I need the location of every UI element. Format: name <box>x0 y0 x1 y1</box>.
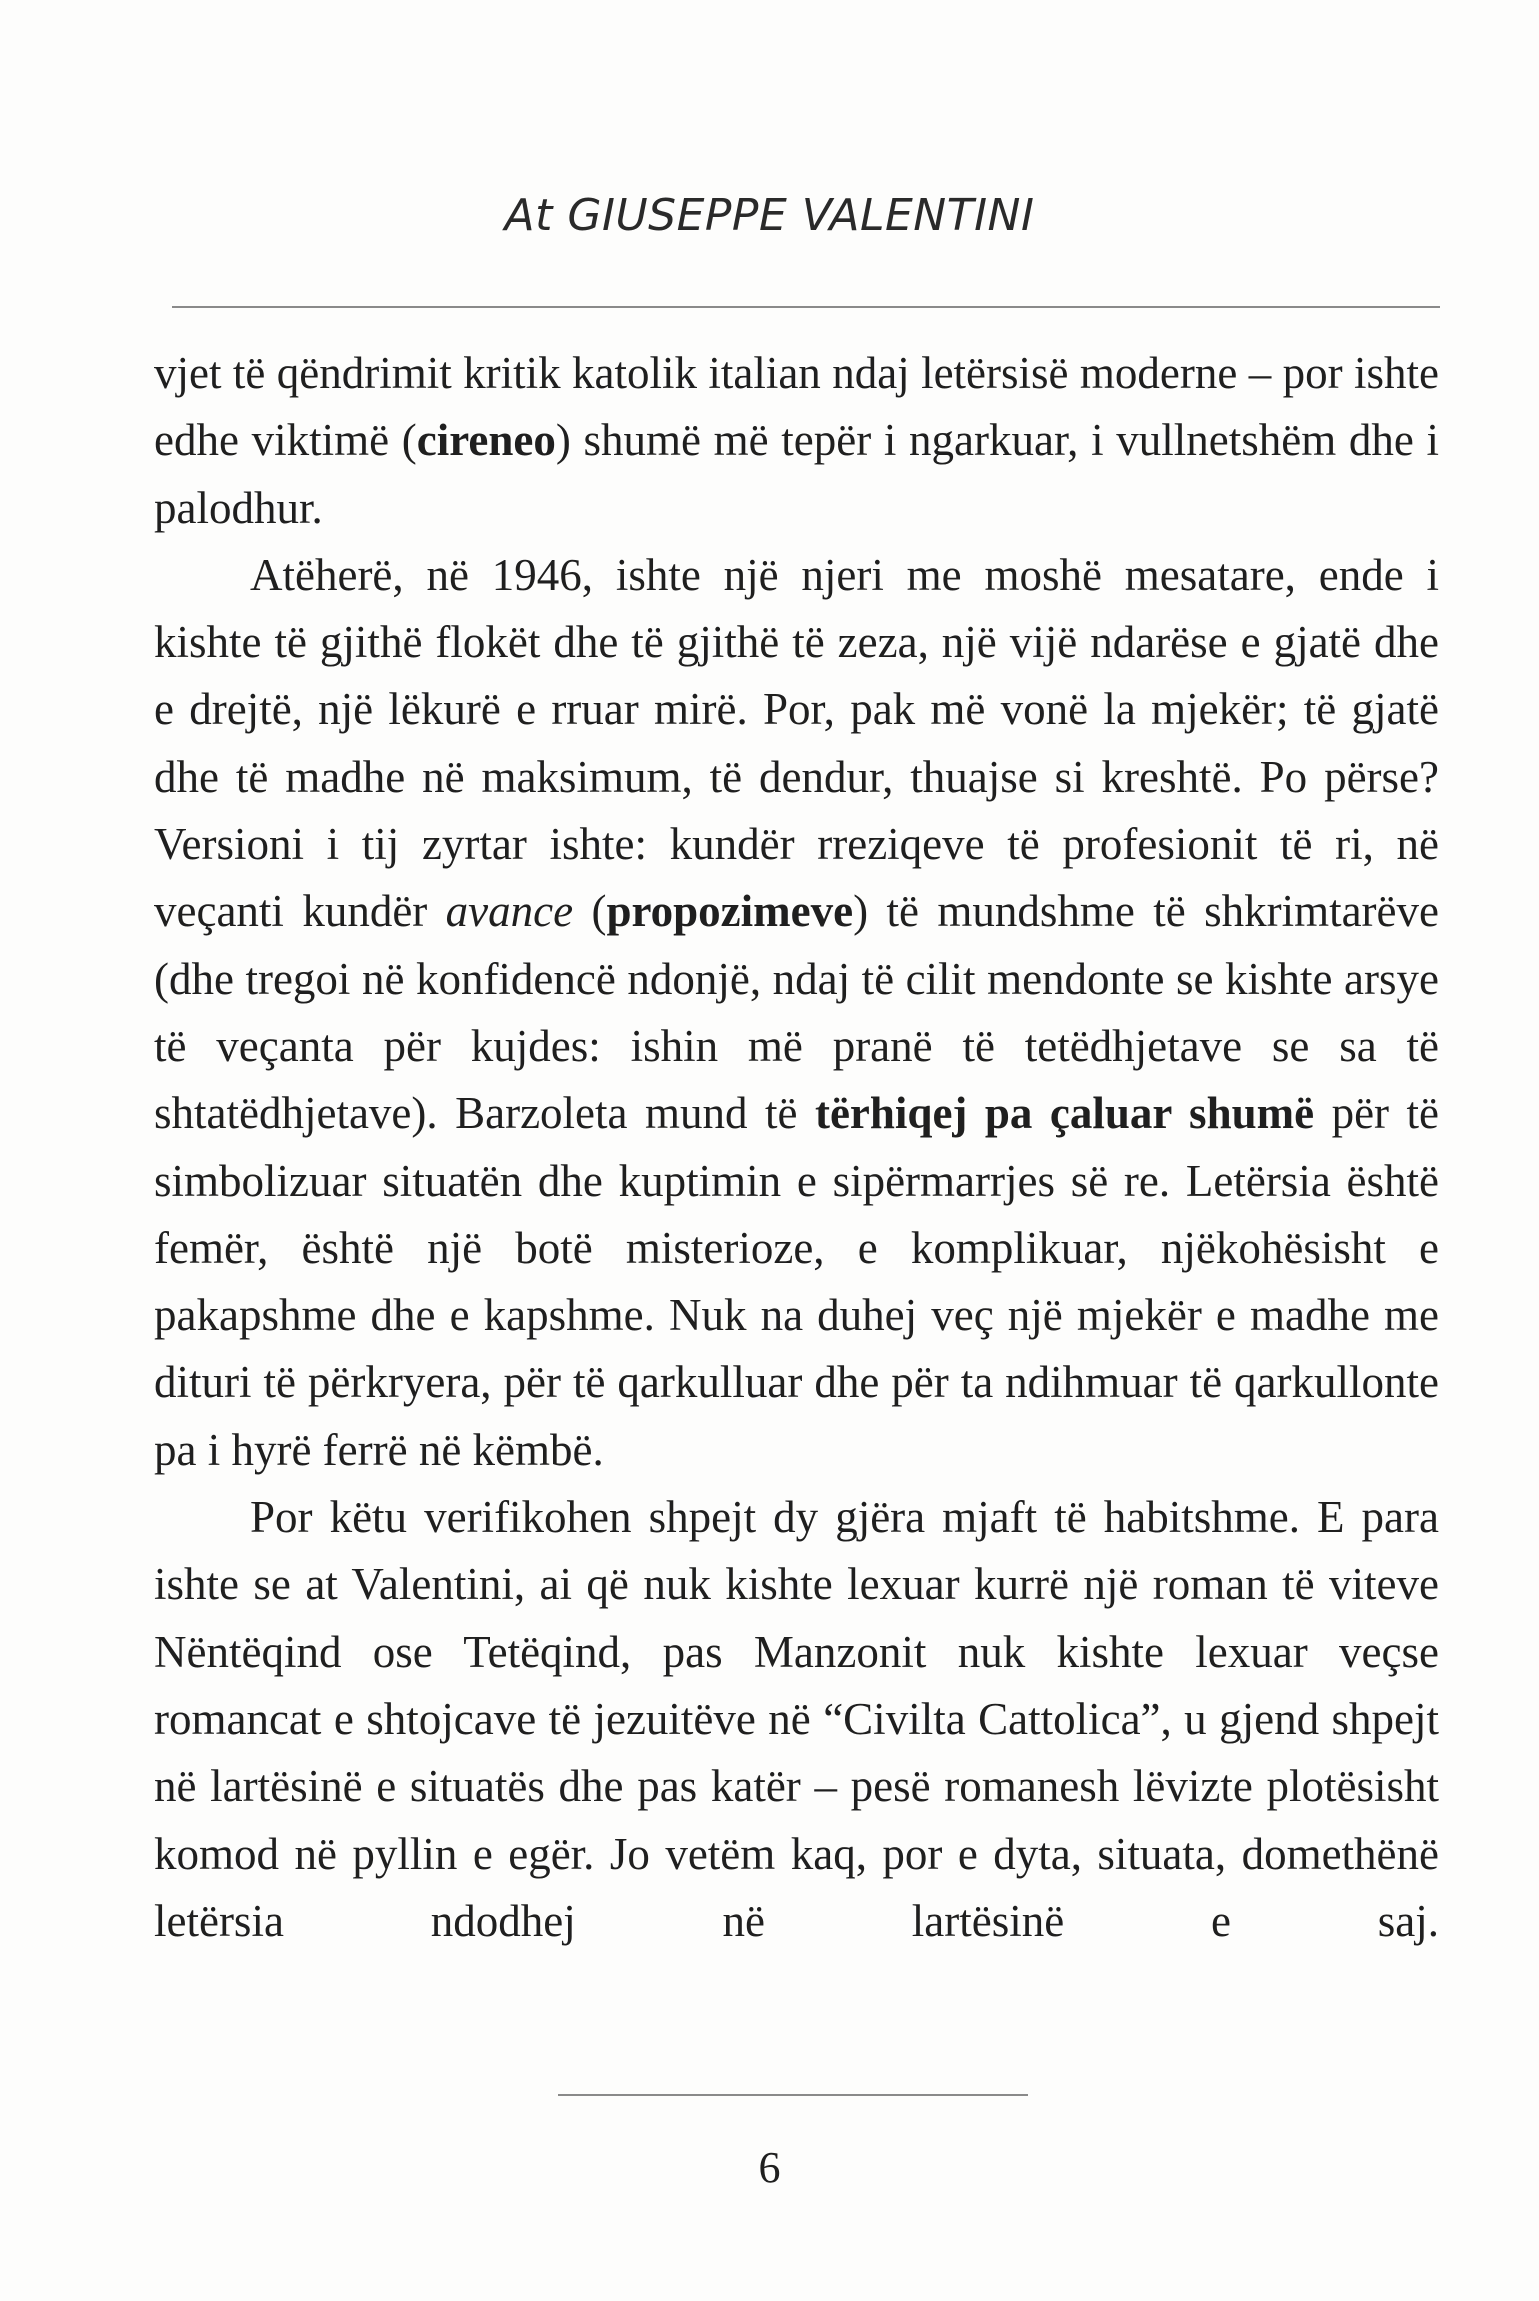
body-text <box>154 340 1439 1955</box>
running-title: At GIUSEPPE VALENTINI <box>504 190 1035 241</box>
text-segment: Atëherë, në 1946, ishte një njeri me moshë mesatare, ende i kishte të gjithë flokët dhe të gjithë të zeza, një vijë ndarëse e gjatë dhe e drejtë, një lëkurë e rruar mirë. Por, pak më vonë la mjekër; të gjatë dhe të madhe në maksimum, të dendur, thuajse si kreshtë. Po përse? Versioni i tij zyrtar ishte: kundër rreziqeve të profesionit të ri, në veçanti kundër <box>154 549 1439 937</box>
text-segment: ) të mundshme të shkrimtarëve (dhe tregoi në konfidencë ndonjë, ndaj të cilit mendonte se kishte arsye të veçanta për kujdes: ishin më pranë të tetëdhjetave se sa të shtatëdhjetave). Barzoleta mund të <box>154 886 1439 1139</box>
paragraph-1 <box>154 340 1439 542</box>
italic-term-avance: avance <box>445 886 574 937</box>
bold-term-propozimeve: propozimeve <box>606 886 854 937</box>
header-divider <box>172 306 1440 308</box>
text-segment: për të simbolizuar situatën dhe kuptimin e sipërmarrjes së re. Letërsia është femër, është një botë misterioze, e komplikuar, njëkohësisht e pakapshme dhe e kapshme. Nuk na duhej veç një mjekër e madhe me dituri të përkryera, për të qarkulluar dhe për ta ndihmuar të qarkullonte pa i hyrë ferrë në këmbë. <box>154 1088 1439 1475</box>
bold-term-cireneo: cireneo <box>416 415 556 466</box>
page-number: 6 <box>758 2143 781 2192</box>
text-segment: ( <box>573 886 607 937</box>
footer-divider <box>558 2094 1028 2096</box>
text-segment: vjet të qëndrimit kritik katolik italian ndaj letërsisë moderne – por ishte edhe viktimë ( <box>154 348 1439 466</box>
text-segment: ) shumë më tepër i ngarkuar, i vullnetshëm dhe i palodhur. <box>154 415 1440 533</box>
paragraph-2 <box>154 542 1439 1484</box>
bold-phrase: tërhiqej pa çaluar shumë <box>814 1088 1315 1139</box>
text-segment: Por këtu verifikohen shpejt dy gjëra mjaft të habitshme. E para ishte se at Valentini, ai që nuk kishte lexuar kurrë një roman të viteve Nëntëqind ose Tetëqind, pas Manzonit nuk kishte lexuar veçse romancat e shtojcave të jezuitëve në “Civilta Cattolica”, u gjend shpejt në lartësinë e situatës dhe pas katër – pesë romanesh lëvizte plotësisht komod në pyllin e egër. Jo vetëm kaq, por e dyta, situata, domethënë letërsia ndodhej në lartësinë e saj. <box>154 1492 1439 1946</box>
paragraph-3 <box>154 1484 1439 1955</box>
